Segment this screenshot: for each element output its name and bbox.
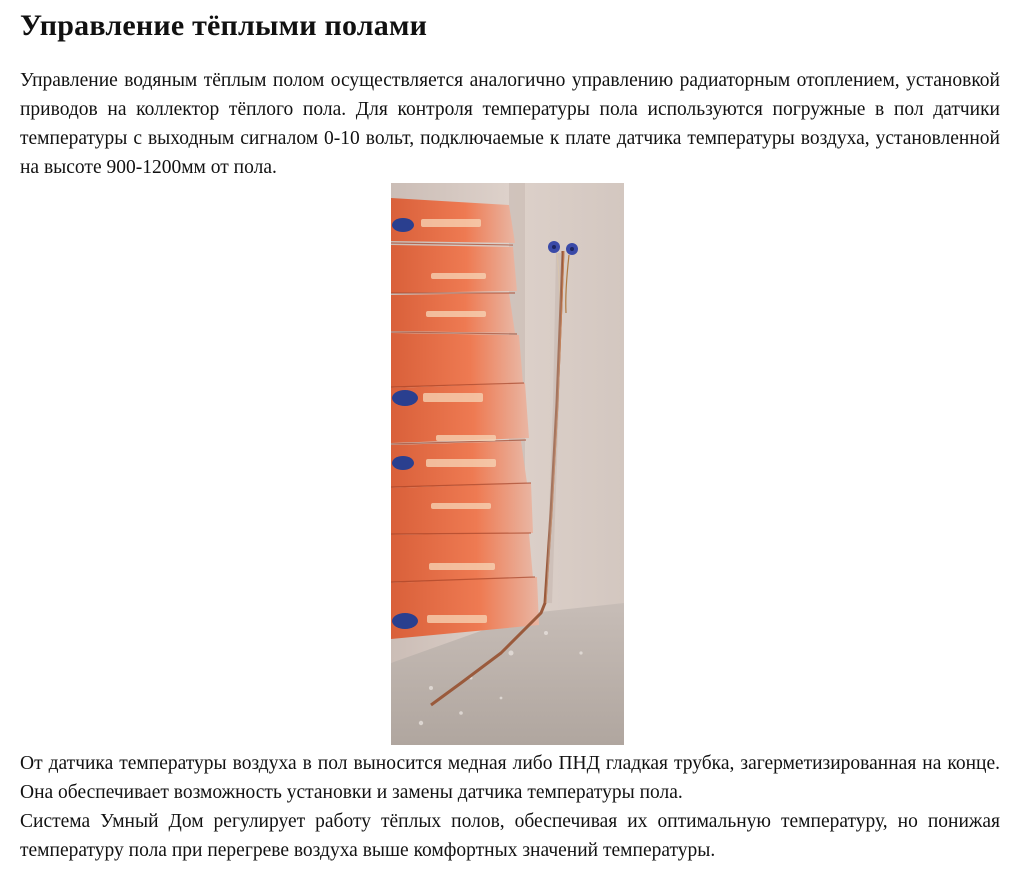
- photo-illustration: [391, 183, 624, 745]
- system-paragraph: Система Умный Дом регулирует работу тёплых полов, обеспечивая их оптимальную температуру, но понижая температуру пола при перегреве воздуха выше комфортных значений температуры.: [20, 811, 1000, 861]
- bag: [391, 245, 517, 293]
- tube-paragraph: От датчика температуры воздуха в пол выносится медная либо ПНД гладкая трубка, загерметизированная на конце. Она обеспечивает возможность установки и замены датчика температуры пола.: [20, 753, 1000, 803]
- floor-sensor-photo: [391, 183, 624, 745]
- bag: [391, 333, 523, 388]
- page-title: Управление тёплыми полами: [20, 9, 428, 42]
- bag: [391, 533, 533, 583]
- intro-paragraph: Управление водяным тёплым полом осуществляется аналогично управлению радиаторным отоплением, установкой приводов на коллектор тёплого пола. Для контроля температуры пола используются погружные в пол датчики температуры с выходным сигналом 0-10 вольт, подключаемые к плате датчика температуры воздуха, установленной на высоте 900-1200мм от пола.: [20, 70, 1000, 178]
